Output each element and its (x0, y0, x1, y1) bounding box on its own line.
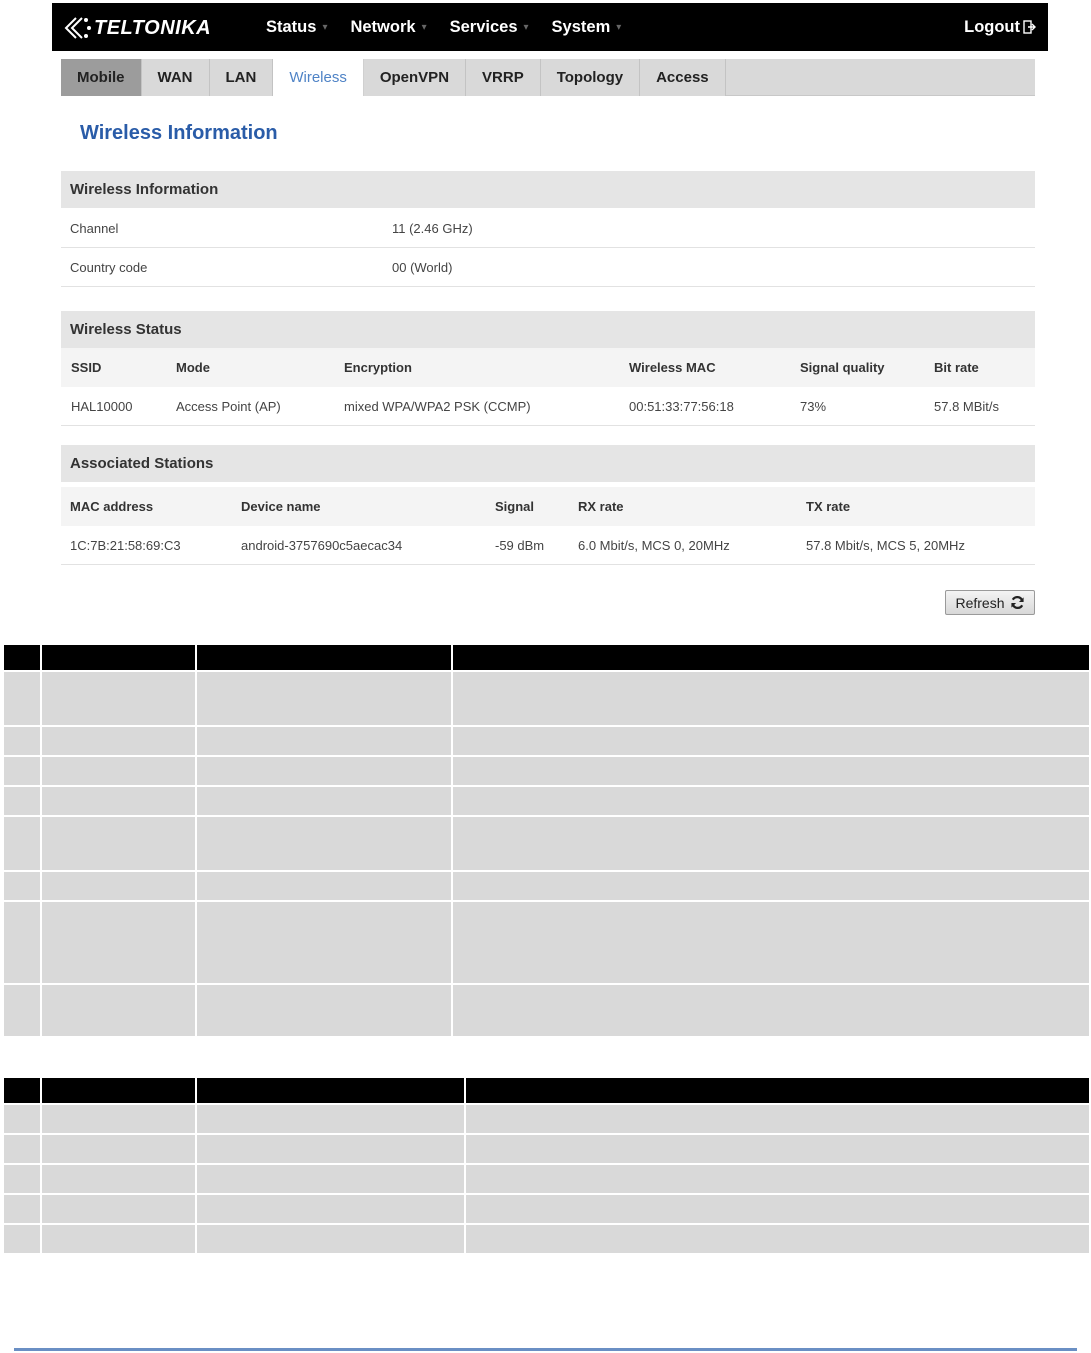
tab-lan[interactable]: LAN (210, 59, 274, 96)
col-bit-rate: Bit rate (934, 360, 979, 375)
nav-services-caret-icon: ▾ (523, 21, 529, 33)
table-row (4, 1225, 1089, 1255)
tab-openvpn[interactable]: OpenVPN (364, 59, 466, 96)
table-row (4, 1195, 1089, 1225)
nav-network[interactable] (350, 18, 426, 37)
table-row (4, 1165, 1089, 1195)
top-navigation-bar (52, 3, 1048, 51)
station-rx-rate-value: 6.0 Mbit/s, MCS 0, 20MHz (578, 538, 730, 553)
col-wireless-mac: Wireless MAC (629, 360, 716, 375)
station-signal-value: -59 dBm (495, 538, 545, 553)
col-device-name: Device name (241, 499, 321, 514)
associated-stations-heading: Associated Stations (61, 445, 1035, 482)
info-row-country-code (61, 248, 1035, 287)
nav-network-caret-icon: ▾ (421, 21, 427, 33)
col-tx-rate: TX rate (806, 499, 851, 514)
footer-divider (14, 1348, 1077, 1351)
table-row (4, 985, 1089, 1038)
table-row (4, 817, 1089, 872)
refresh-label: Refresh (955, 594, 1005, 611)
status-header-row (61, 348, 1035, 387)
ssid-value: HAL10000 (71, 399, 133, 414)
table-row (4, 902, 1089, 985)
tab-topology[interactable]: Topology (541, 59, 640, 96)
col-mac-address: MAC address (70, 499, 154, 514)
table-header-row (4, 1078, 1089, 1105)
channel-value: 11 (2.46 GHz) (392, 221, 473, 236)
station-device-name-value: android-3757690c5aecac34 (241, 538, 403, 553)
page-title: Wireless Information (80, 122, 278, 144)
tab-vrrp[interactable]: VRRP (466, 59, 541, 96)
tabs-filler (726, 59, 1035, 95)
table-row (4, 787, 1089, 817)
brand-name: TELTONIKA (94, 16, 212, 39)
nav-system[interactable] (552, 18, 622, 37)
table-row (4, 1105, 1089, 1135)
nav-system-label: System (551, 17, 611, 36)
tab-wireless[interactable]: Wireless (273, 59, 364, 96)
info-row-channel (61, 209, 1035, 248)
col-signal-quality: Signal quality (800, 360, 885, 375)
col-ssid: SSID (71, 360, 102, 375)
refresh-button[interactable] (945, 590, 1035, 615)
nav-network-label: Network (350, 17, 416, 36)
wireless-info-heading: Wireless Information (61, 171, 1035, 208)
teltonika-logo-icon (62, 16, 92, 40)
table-row (61, 387, 1035, 426)
bit-rate-value: 57.8 MBit/s (934, 399, 1000, 414)
signal-quality-value: 73% (800, 399, 827, 414)
wireless-status-heading: Wireless Status (61, 311, 1035, 348)
col-mode: Mode (176, 360, 210, 375)
logout-label: Logout (964, 17, 1020, 36)
tab-mobile[interactable]: Mobile (61, 59, 142, 96)
table-row (4, 727, 1089, 757)
col-signal: Signal (495, 499, 535, 514)
description-table-1 (4, 645, 1089, 1038)
nav-status[interactable] (266, 18, 327, 37)
col-encryption: Encryption (344, 360, 412, 375)
country-code-value: 00 (World) (392, 260, 453, 275)
main-nav (266, 3, 644, 51)
country-code-label: Country code (70, 260, 148, 275)
teltonika-logo[interactable] (62, 15, 211, 41)
table-header-row (4, 645, 1089, 672)
station-tx-rate-value: 57.8 Mbit/s, MCS 5, 20MHz (806, 538, 965, 553)
nav-system-caret-icon: ▾ (616, 21, 622, 33)
table-row (4, 757, 1089, 787)
nav-status-caret-icon: ▾ (322, 21, 328, 33)
description-table-2 (4, 1078, 1089, 1255)
tab-wan[interactable]: WAN (142, 59, 210, 96)
nav-status-label: Status (266, 17, 317, 36)
encryption-value: mixed WPA/WPA2 PSK (CCMP) (344, 399, 531, 414)
channel-label: Channel (70, 221, 119, 236)
col-rx-rate: RX rate (578, 499, 624, 514)
stations-header-row (61, 487, 1035, 526)
table-row (4, 1135, 1089, 1165)
tab-access[interactable]: Access (640, 59, 726, 96)
nav-services[interactable] (450, 18, 529, 37)
table-row (4, 672, 1089, 727)
refresh-icon (1010, 595, 1025, 610)
mode-value: Access Point (AP) (176, 399, 281, 414)
logout-button[interactable] (964, 3, 1036, 51)
network-subtabs (61, 59, 1035, 96)
table-row (4, 872, 1089, 902)
logout-icon (1023, 20, 1036, 34)
nav-services-label: Services (449, 17, 518, 36)
station-mac-value: 1C:7B:21:58:69:C3 (70, 538, 181, 553)
table-row (61, 526, 1035, 565)
wireless-mac-value: 00:51:33:77:56:18 (629, 399, 734, 414)
